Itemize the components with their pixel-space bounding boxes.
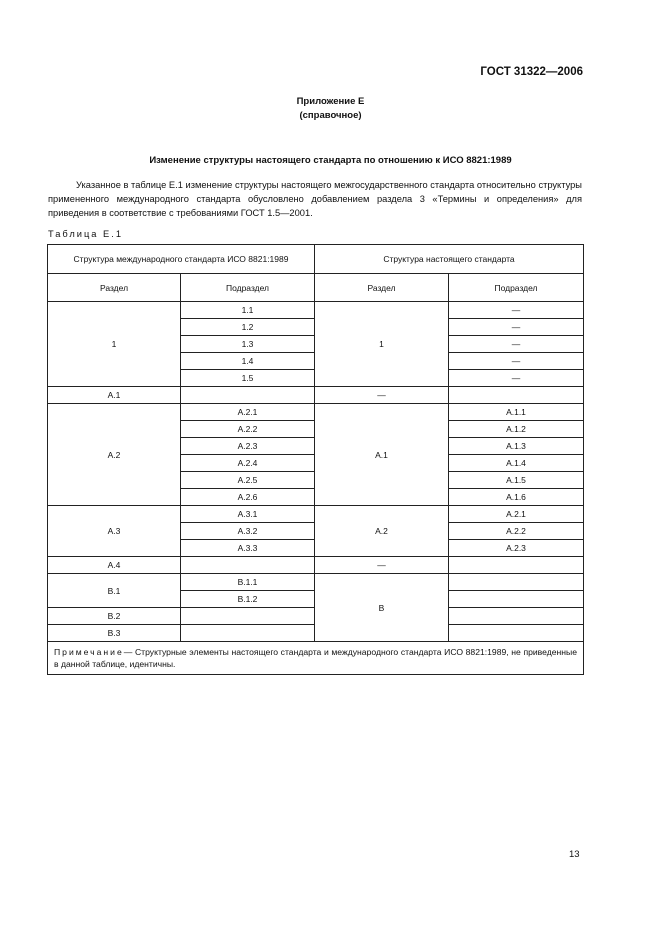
table-row <box>48 404 584 421</box>
table-cell: А.1.3 <box>449 438 584 455</box>
table-cell <box>449 387 584 404</box>
table-cell: А.2.3 <box>181 438 315 455</box>
table-cell: А.2 <box>48 404 181 506</box>
table-note-row <box>48 642 584 675</box>
table-cell: А.3 <box>48 506 181 557</box>
table-cell: А.4 <box>48 557 181 574</box>
table-cell: 1.1 <box>181 302 315 319</box>
appendix-title: Приложение Е <box>296 96 365 107</box>
table-cell <box>449 591 584 608</box>
table-cell: — <box>315 557 449 574</box>
table-row <box>48 387 584 404</box>
table-cell: А.2.2 <box>181 421 315 438</box>
table-cell: 1.3 <box>181 336 315 353</box>
table-cell: 1.4 <box>181 353 315 370</box>
table-cell <box>449 625 584 642</box>
structure-table <box>47 244 584 675</box>
table-row <box>48 506 584 523</box>
section-title: Изменение структуры настоящего стандарта по отношению к ИСО 8821:1989 <box>149 155 512 166</box>
table-cell <box>181 608 315 625</box>
table-cell: А.1 <box>48 387 181 404</box>
col-section-intl: Раздел <box>48 274 181 302</box>
document-code: ГОСТ 31322—2006 <box>480 66 583 78</box>
note-label: Примечание <box>54 647 124 657</box>
col-subsection-intl: Подраздел <box>181 274 315 302</box>
table-cell: — <box>449 353 584 370</box>
table-row <box>48 302 584 319</box>
table-cell: — <box>315 387 449 404</box>
table-cell: В.2 <box>48 608 181 625</box>
table-cell: — <box>449 302 584 319</box>
table-cell: А.2 <box>315 506 449 557</box>
table-cell: А.3.1 <box>181 506 315 523</box>
appendix-subtitle: (справочное) <box>299 110 362 121</box>
table-cell: 1.2 <box>181 319 315 336</box>
table-cell: — <box>449 370 584 387</box>
table-cell <box>449 608 584 625</box>
table-note <box>48 642 584 675</box>
table-cell: А.1.6 <box>449 489 584 506</box>
table-cell: А.2.1 <box>181 404 315 421</box>
header-international: Структура международного стандарта ИСО 8821:1989 <box>48 245 315 274</box>
table-cell: 1.5 <box>181 370 315 387</box>
table-row <box>48 557 584 574</box>
table-cell: А.3.3 <box>181 540 315 557</box>
table-cell: А.1 <box>315 404 449 506</box>
table-cell: А.1.1 <box>449 404 584 421</box>
table-cell <box>449 557 584 574</box>
table-cell: А.2.3 <box>449 540 584 557</box>
table-cell: В.1.1 <box>181 574 315 591</box>
table-cell: А.2.1 <box>449 506 584 523</box>
table-cell: — <box>449 319 584 336</box>
table-cell: В.1.2 <box>181 591 315 608</box>
table-cell: 1 <box>48 302 181 387</box>
table-cell: 1 <box>315 302 449 387</box>
table-cell <box>181 557 315 574</box>
table-cell: В.1 <box>48 574 181 608</box>
table-cell <box>181 387 315 404</box>
header-national: Структура настоящего стандарта <box>315 245 584 274</box>
note-text: — Структурные элементы настоящего стандарта и международного стандарта ИСО 8821:1989, не приведенные в данной таблице, идентичны. <box>54 647 577 669</box>
table-cell: — <box>449 336 584 353</box>
table-caption: Таблица Е.1 <box>48 229 123 239</box>
table-cell: В.3 <box>48 625 181 642</box>
table-cell: А.2.5 <box>181 472 315 489</box>
table-row <box>48 574 584 591</box>
table-cell <box>181 625 315 642</box>
table-cell: А.2.4 <box>181 455 315 472</box>
table-cell <box>449 574 584 591</box>
table-cell: А.1.2 <box>449 421 584 438</box>
table-cell: А.1.4 <box>449 455 584 472</box>
table-cell: А.2.6 <box>181 489 315 506</box>
table-cell: А.3.2 <box>181 523 315 540</box>
table-cell: А.2.2 <box>449 523 584 540</box>
table-cell: В <box>315 574 449 642</box>
col-subsection-nat: Подраздел <box>449 274 584 302</box>
page-number: 13 <box>569 849 580 860</box>
col-section-nat: Раздел <box>315 274 449 302</box>
table-cell: А.1.5 <box>449 472 584 489</box>
intro-paragraph: Указанное в таблице Е.1 изменение структуры настоящего межгосударственного стандарта относительно структуры примененного международного стандарта обусловлено добавлением раздела 3 «Термины и определения» для приведения в соответствие с требованиями ГОСТ 1.5—2001. <box>48 180 582 218</box>
